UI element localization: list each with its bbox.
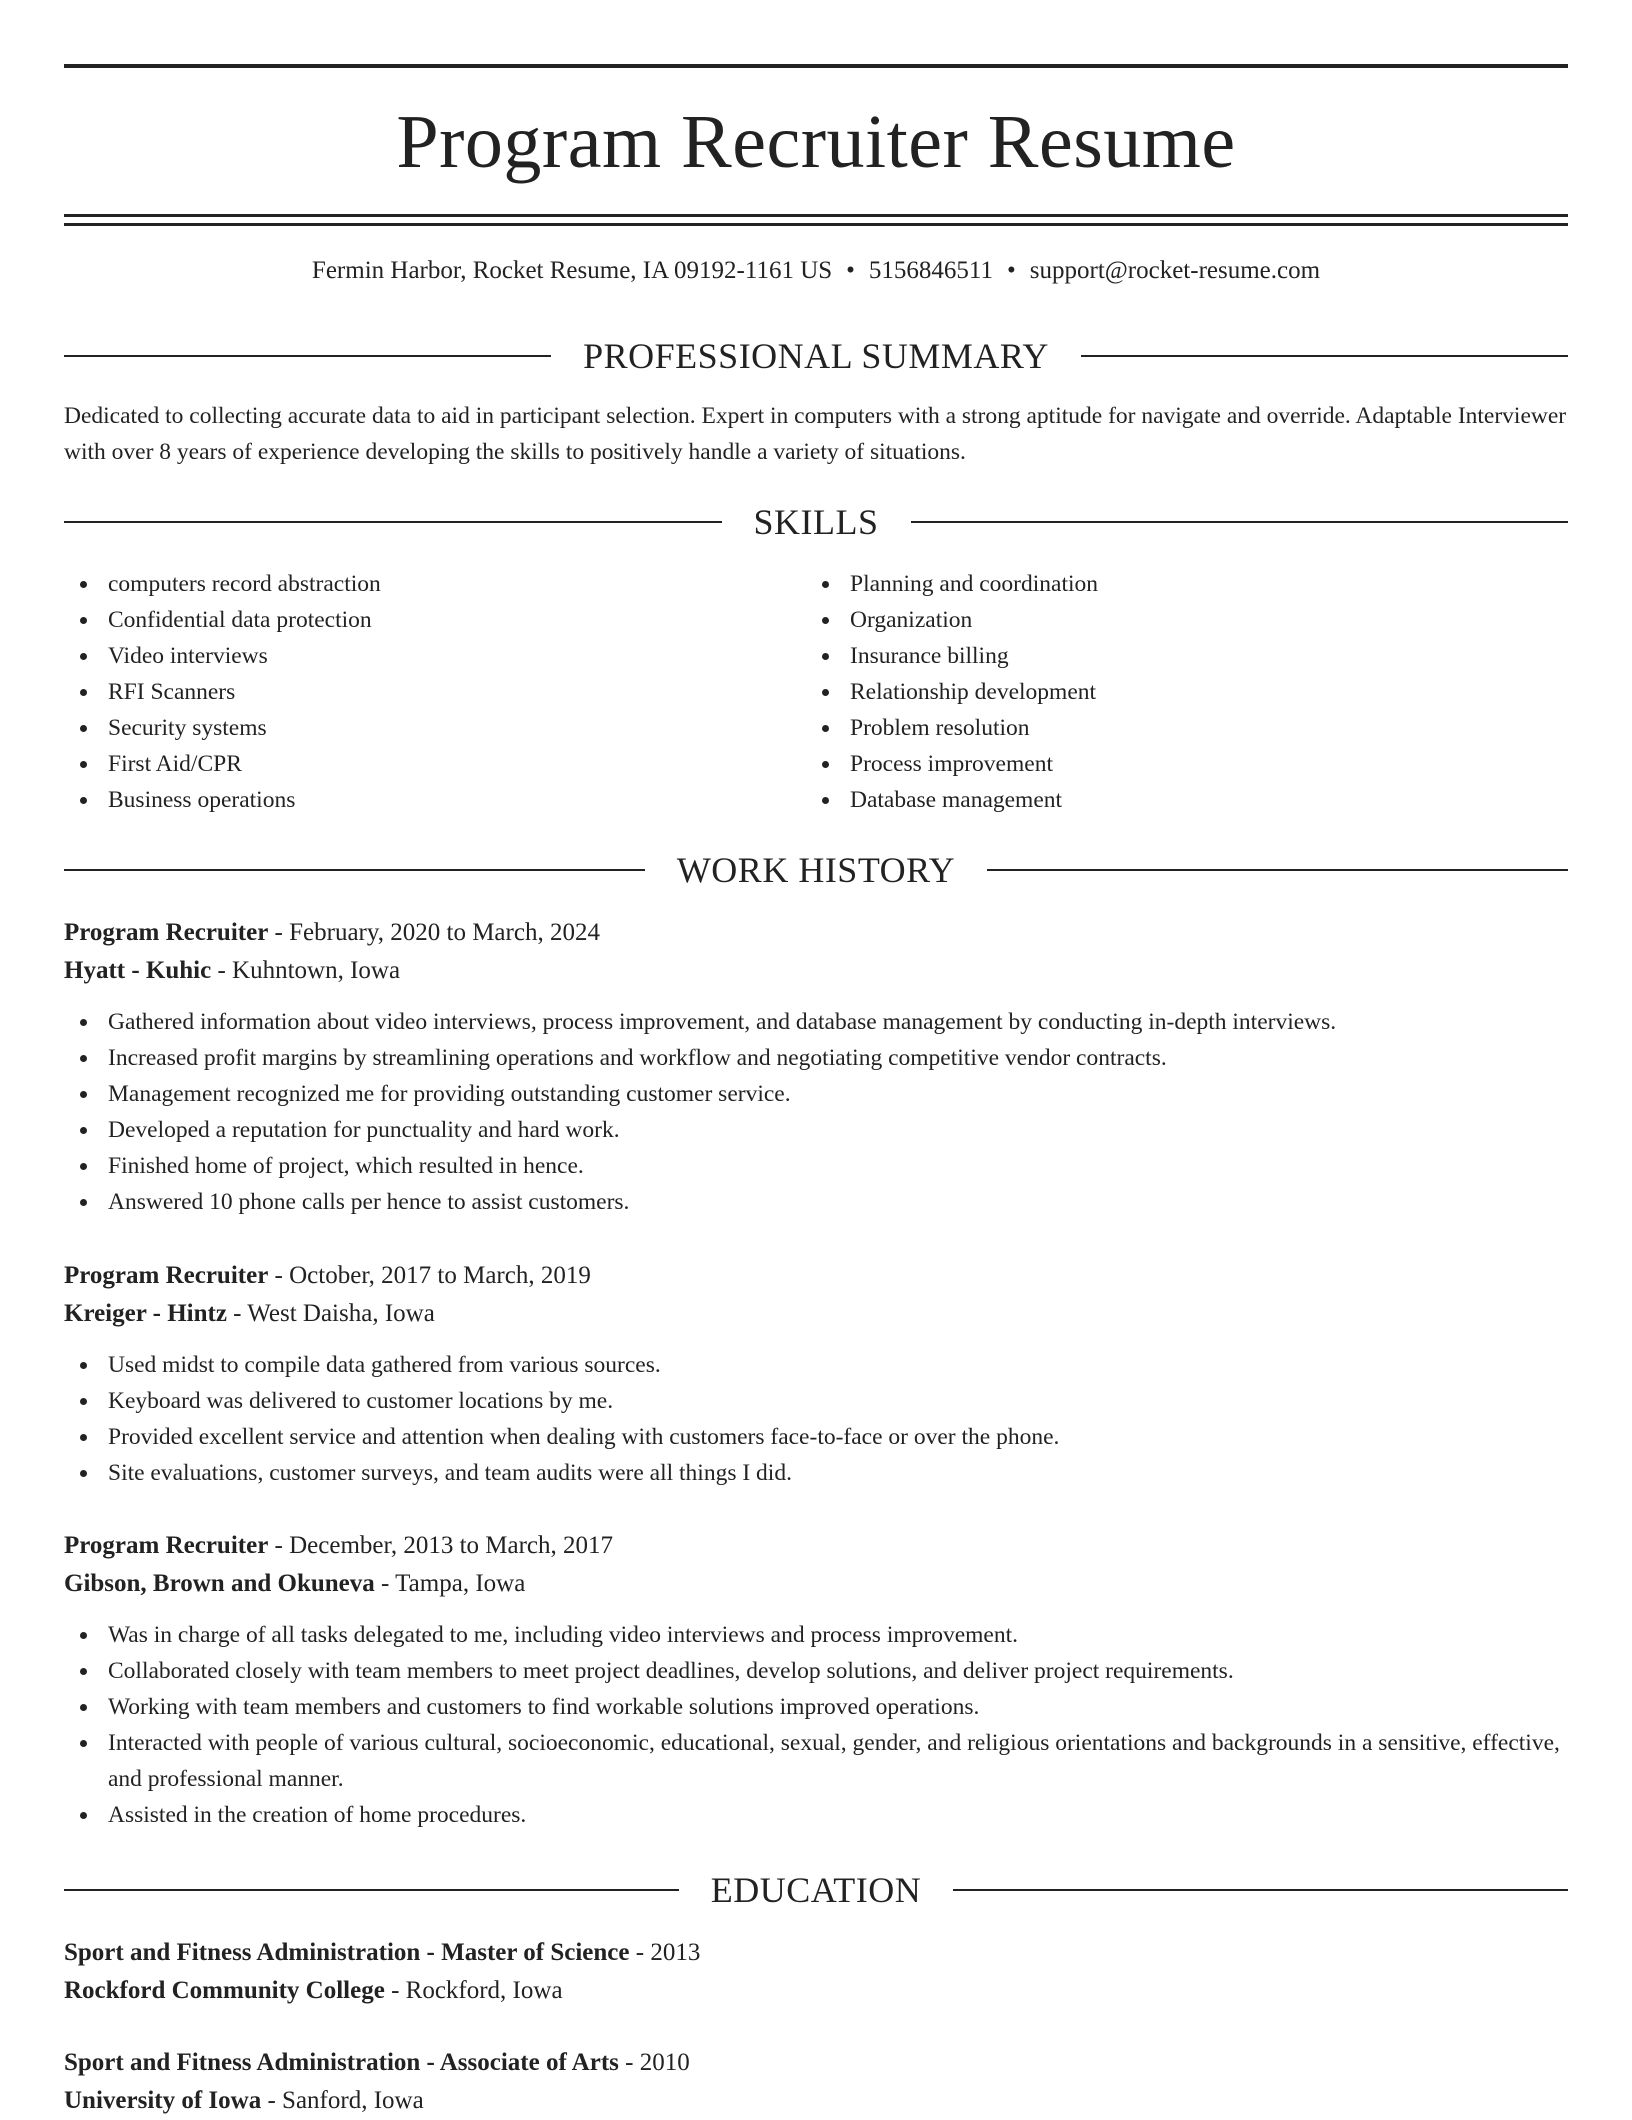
job-bullet: Answered 10 phone calls per hence to assist customers. [64, 1184, 1568, 1220]
contact-phone: 5156846511 [868, 257, 993, 284]
job-company-line [64, 952, 1568, 990]
heading-rule [953, 1889, 1568, 1891]
contact-email: support@rocket-resume.com [1029, 257, 1321, 284]
job-entry [64, 1257, 1568, 1491]
job-bullets [64, 1617, 1568, 1833]
skill-item: Security systems [64, 710, 764, 746]
job-dates: - October, 2017 to March, 2019 [268, 1262, 591, 1289]
skill-item: Insurance billing [806, 638, 1506, 674]
skill-item: First Aid/CPR [64, 746, 764, 782]
job-entry [64, 914, 1568, 1220]
section-title: PROFESSIONAL SUMMARY [583, 336, 1049, 376]
skill-item: Organization [806, 602, 1506, 638]
job-bullet: Developed a reputation for punctuality and hard work. [64, 1112, 1568, 1148]
job-bullet: Assisted in the creation of home procedures. [64, 1797, 1568, 1833]
job-bullet: Keyboard was delivered to customer locations by me. [64, 1383, 1568, 1419]
skill-item: Problem resolution [806, 710, 1506, 746]
skill-item: Video interviews [64, 638, 764, 674]
job-bullet: Used midst to compile data gathered from various sources. [64, 1347, 1568, 1383]
job-title-line [64, 914, 1568, 952]
heading-rule [987, 869, 1568, 871]
section-heading-skills [64, 502, 1568, 542]
job-dates: - December, 2013 to March, 2017 [268, 1532, 614, 1559]
skill-item: Relationship development [806, 674, 1506, 710]
education-year: - 2010 [618, 2049, 690, 2076]
education-location: - Sanford, Iowa [261, 2087, 424, 2114]
job-bullet: Interacted with people of various cultural, socioeconomic, educational, sexual, gender, and religious orientations and backgrounds in a sensitive, effective, and professional manner. [64, 1725, 1568, 1797]
title-bottom-rule [64, 214, 1568, 217]
education-school: University of Iowa [64, 2087, 262, 2114]
job-bullet: Working with team members and customers to find workable solutions improved operations. [64, 1689, 1568, 1725]
education-degree-line [64, 2044, 1568, 2082]
job-location: - Tampa, Iowa [374, 1570, 526, 1597]
section-title: SKILLS [753, 502, 879, 542]
education-school: Rockford Community College [64, 1977, 385, 2004]
job-bullets [64, 1004, 1568, 1220]
job-bullet: Management recognized me for providing outstanding customer service. [64, 1076, 1568, 1112]
job-location: - West Daisha, Iowa [226, 1300, 435, 1327]
education-entry [64, 1934, 1568, 2010]
skill-item: Confidential data protection [64, 602, 764, 638]
job-dates: - February, 2020 to March, 2024 [268, 919, 600, 946]
education-location: - Rockford, Iowa [384, 1977, 563, 2004]
job-title: Program Recruiter [64, 1532, 269, 1559]
job-entry [64, 1527, 1568, 1833]
job-company-line [64, 1565, 1568, 1603]
job-title-line [64, 1257, 1568, 1295]
job-bullets [64, 1347, 1568, 1491]
contact-separator: • [846, 257, 855, 284]
job-company: Hyatt - Kuhic [64, 957, 212, 984]
section-heading-education [64, 1870, 1568, 1910]
job-company: Gibson, Brown and Okuneva [64, 1570, 375, 1597]
contact-separator: • [1007, 257, 1016, 284]
job-company-line [64, 1295, 1568, 1333]
skill-item: Database management [806, 782, 1506, 818]
title-block [64, 64, 1568, 226]
job-title: Program Recruiter [64, 1262, 269, 1289]
job-title: Program Recruiter [64, 919, 269, 946]
section-heading-summary [64, 336, 1568, 376]
skill-item: Business operations [64, 782, 764, 818]
job-bullet: Finished home of project, which resulted in hence. [64, 1148, 1568, 1184]
section-title: WORK HISTORY [676, 850, 956, 890]
skill-item: RFI Scanners [64, 674, 764, 710]
heading-rule [911, 521, 1569, 523]
heading-rule [64, 521, 722, 523]
job-company: Kreiger - Hintz [64, 1300, 227, 1327]
heading-rule [64, 869, 645, 871]
contact-line [64, 254, 1568, 288]
heading-rule [64, 355, 551, 357]
job-bullet: Provided excellent service and attention when dealing with customers face-to-face or over the phone. [64, 1419, 1568, 1455]
education-school-line [64, 1972, 1568, 2010]
skills-list-left [64, 566, 764, 818]
education-entry [64, 2044, 1568, 2120]
skill-item: Process improvement [806, 746, 1506, 782]
summary-text: Dedicated to collecting accurate data to aid in participant selection. Expert in computers with a strong aptitude for navigate and override. Adaptable Interviewer with over 8 years of experience developing the skills to positively handle a variety of situations. [64, 403, 1567, 465]
heading-rule [1081, 355, 1568, 357]
education-school-line [64, 2082, 1568, 2120]
job-location: - Kuhntown, Iowa [211, 957, 401, 984]
education-degree-line [64, 1934, 1568, 1972]
page-title: Program Recruiter Resume [396, 100, 1236, 184]
education-year: - 2013 [629, 1939, 701, 1966]
job-bullet: Was in charge of all tasks delegated to me, including video interviews and process improvement. [64, 1617, 1568, 1653]
heading-rule [64, 1889, 679, 1891]
education-degree: Sport and Fitness Administration - Master of Science [64, 1939, 630, 1966]
job-title-line [64, 1527, 1568, 1565]
section-title: EDUCATION [710, 1870, 922, 1910]
contact-address: Fermin Harbor, Rocket Resume, IA 09192-1161 US [311, 257, 833, 284]
job-bullet: Increased profit margins by streamlining operations and workflow and negotiating competitive vendor contracts. [64, 1040, 1568, 1076]
skill-item: computers record abstraction [64, 566, 764, 602]
education-degree: Sport and Fitness Administration - Associate of Arts [64, 2049, 619, 2076]
skills-list-right [806, 566, 1506, 818]
job-bullet: Collaborated closely with team members to meet project deadlines, develop solutions, and deliver project requirements. [64, 1653, 1568, 1689]
skill-item: Planning and coordination [806, 566, 1506, 602]
job-bullet: Gathered information about video interviews, process improvement, and database management by conducting in-depth interviews. [64, 1004, 1568, 1040]
section-heading-work [64, 850, 1568, 890]
job-bullet: Site evaluations, customer surveys, and team audits were all things I did. [64, 1455, 1568, 1491]
title-bottom-rule-2 [64, 223, 1568, 226]
